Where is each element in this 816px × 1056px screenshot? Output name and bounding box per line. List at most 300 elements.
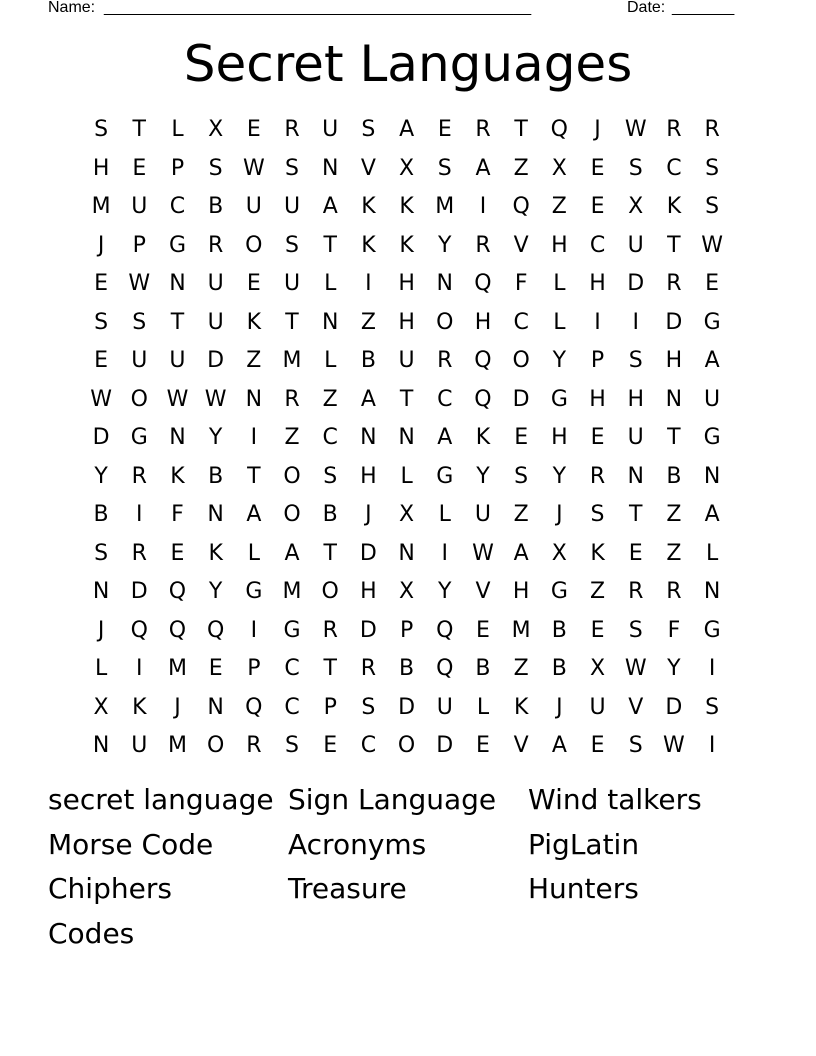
- grid-letter[interactable]: D: [627, 271, 645, 296]
- grid-row: [82, 650, 732, 689]
- grid-letter[interactable]: W: [624, 117, 647, 142]
- grid-letter[interactable]: S: [323, 463, 338, 489]
- grid-letter[interactable]: J: [594, 117, 601, 142]
- grid-letter[interactable]: E: [590, 194, 605, 219]
- grid-letter[interactable]: W: [242, 155, 265, 181]
- grid-letter[interactable]: S: [361, 117, 376, 142]
- grid-letter[interactable]: X: [551, 540, 567, 566]
- grid-letter[interactable]: M: [435, 194, 455, 219]
- grid-letter[interactable]: A: [246, 502, 262, 527]
- grid-letter[interactable]: I: [250, 617, 258, 643]
- grid-letter[interactable]: N: [169, 271, 186, 296]
- grid-letter[interactable]: K: [399, 232, 414, 258]
- grid-letter[interactable]: F: [667, 617, 681, 643]
- grid-letter[interactable]: U: [283, 194, 301, 219]
- grid-letter[interactable]: K: [513, 694, 529, 720]
- word-list-item: Morse Code: [48, 827, 214, 861]
- grid-letter[interactable]: M: [167, 656, 187, 681]
- grid-letter[interactable]: E: [94, 348, 109, 373]
- grid-letter[interactable]: L: [553, 271, 566, 296]
- grid-letter[interactable]: C: [513, 309, 529, 335]
- grid-letter[interactable]: P: [399, 617, 414, 643]
- grid-letter[interactable]: Z: [551, 194, 567, 219]
- grid-letter[interactable]: B: [322, 502, 338, 527]
- grid-letter[interactable]: A: [284, 540, 300, 566]
- grid-letter[interactable]: N: [665, 386, 683, 412]
- grid-letter[interactable]: V: [628, 694, 644, 720]
- grid-letter[interactable]: B: [208, 194, 224, 219]
- grid-letter[interactable]: T: [514, 117, 528, 142]
- grid-letter[interactable]: Q: [474, 271, 492, 296]
- grid-letter[interactable]: G: [703, 309, 721, 335]
- grid-letter[interactable]: Y: [438, 232, 452, 258]
- grid-letter[interactable]: U: [589, 694, 606, 720]
- grid-letter[interactable]: N: [360, 425, 377, 450]
- grid-letter[interactable]: M: [91, 194, 111, 219]
- grid-row: [82, 188, 732, 227]
- grid-row: [82, 227, 732, 266]
- grid-letter[interactable]: O: [130, 386, 148, 412]
- grid-letter[interactable]: Y: [208, 579, 223, 604]
- grid-letter[interactable]: J: [97, 232, 105, 258]
- grid-letter[interactable]: M: [511, 617, 531, 643]
- grid-letter[interactable]: T: [667, 232, 681, 258]
- grid-letter[interactable]: G: [168, 232, 186, 258]
- grid-letter[interactable]: M: [282, 579, 302, 604]
- grid-letter[interactable]: E: [590, 617, 605, 643]
- grid-letter[interactable]: O: [283, 502, 301, 527]
- grid-letter[interactable]: E: [246, 117, 261, 142]
- grid-letter[interactable]: M: [282, 348, 302, 373]
- grid-letter[interactable]: F: [514, 271, 528, 296]
- grid-letter[interactable]: H: [665, 348, 683, 373]
- grid-letter[interactable]: D: [130, 579, 148, 604]
- grid-letter[interactable]: A: [513, 540, 529, 566]
- grid-letter[interactable]: C: [666, 155, 682, 181]
- grid-letter[interactable]: O: [397, 733, 416, 758]
- grid-letter[interactable]: L: [438, 502, 451, 527]
- grid-letter[interactable]: X: [208, 117, 224, 142]
- grid-letter[interactable]: N: [627, 463, 644, 489]
- grid-letter[interactable]: I: [365, 271, 372, 296]
- grid-letter[interactable]: P: [247, 656, 261, 681]
- grid-letter[interactable]: Y: [552, 348, 567, 373]
- grid-letter[interactable]: R: [589, 463, 606, 489]
- grid-letter[interactable]: K: [170, 463, 185, 489]
- grid-letter[interactable]: I: [632, 309, 639, 335]
- grid-letter[interactable]: K: [666, 194, 682, 219]
- grid-letter[interactable]: Z: [360, 309, 376, 335]
- grid-letter[interactable]: D: [665, 694, 683, 720]
- grid-letter[interactable]: G: [245, 579, 263, 604]
- grid-letter[interactable]: R: [666, 579, 682, 604]
- grid-letter[interactable]: O: [206, 733, 225, 758]
- grid-letter[interactable]: Z: [284, 425, 300, 450]
- grid-letter[interactable]: D: [92, 425, 110, 450]
- grid-letter[interactable]: X: [399, 155, 415, 181]
- grid-letter[interactable]: G: [550, 579, 568, 604]
- grid-letter[interactable]: G: [436, 463, 454, 489]
- grid-letter[interactable]: A: [360, 386, 376, 412]
- grid-letter[interactable]: Z: [666, 502, 682, 527]
- grid-letter[interactable]: Y: [476, 463, 490, 489]
- grid-letter[interactable]: Y: [208, 425, 223, 450]
- grid-letter[interactable]: I: [594, 309, 601, 335]
- grid-letter[interactable]: L: [705, 540, 719, 566]
- grid-letter[interactable]: S: [437, 155, 452, 181]
- word-list-item: Codes: [48, 916, 135, 950]
- grid-letter[interactable]: K: [208, 540, 223, 566]
- grid-letter[interactable]: U: [398, 348, 415, 373]
- grid-letter[interactable]: R: [475, 117, 491, 142]
- grid-letter[interactable]: E: [476, 617, 490, 643]
- grid-letter[interactable]: O: [283, 463, 301, 489]
- grid-letter[interactable]: E: [323, 733, 338, 758]
- grid-letter[interactable]: Q: [245, 694, 263, 720]
- grid-letter[interactable]: Q: [512, 194, 530, 219]
- grid-letter[interactable]: S: [628, 155, 643, 181]
- grid-letter[interactable]: I: [441, 540, 449, 566]
- grid-letter[interactable]: N: [207, 694, 224, 720]
- grid-letter[interactable]: R: [360, 656, 377, 681]
- grid-letter[interactable]: E: [590, 733, 605, 758]
- grid-letter[interactable]: R: [666, 271, 682, 296]
- grid-letter[interactable]: S: [208, 155, 223, 181]
- grid-letter[interactable]: K: [132, 694, 147, 720]
- grid-row: [82, 265, 732, 304]
- grid-letter[interactable]: K: [361, 232, 376, 258]
- grid-letter[interactable]: H: [398, 309, 415, 335]
- grid-letter[interactable]: V: [360, 155, 376, 181]
- grid-letter[interactable]: B: [360, 348, 376, 373]
- grid-letter[interactable]: C: [169, 194, 186, 219]
- grid-letter[interactable]: Q: [168, 579, 187, 604]
- grid-letter[interactable]: D: [359, 617, 377, 643]
- grid-letter[interactable]: G: [703, 425, 721, 450]
- grid-letter[interactable]: O: [436, 309, 454, 335]
- grid-letter[interactable]: H: [92, 155, 110, 181]
- grid-letter[interactable]: Q: [206, 617, 225, 643]
- grid-letter[interactable]: K: [399, 194, 414, 219]
- grid-letter[interactable]: T: [132, 117, 146, 142]
- grid-letter[interactable]: F: [171, 502, 184, 527]
- grid-letter[interactable]: A: [475, 155, 491, 181]
- grid-letter[interactable]: S: [628, 348, 643, 373]
- grid-letter[interactable]: H: [551, 232, 568, 258]
- grid-letter[interactable]: E: [437, 117, 452, 142]
- grid-letter[interactable]: U: [131, 348, 148, 373]
- grid-letter[interactable]: H: [360, 579, 377, 604]
- grid-letter[interactable]: R: [475, 232, 491, 258]
- grid-letter[interactable]: U: [207, 309, 224, 335]
- grid-letter[interactable]: R: [284, 386, 300, 412]
- grid-letter[interactable]: W: [472, 540, 494, 566]
- grid-letter[interactable]: K: [246, 309, 262, 335]
- grid-letter[interactable]: R: [322, 617, 338, 643]
- grid-letter[interactable]: W: [90, 386, 112, 412]
- grid-letter[interactable]: I: [708, 656, 716, 681]
- grid-letter[interactable]: H: [589, 271, 606, 296]
- grid-letter[interactable]: O: [245, 232, 263, 258]
- grid-letter[interactable]: B: [399, 656, 415, 681]
- grid-letter[interactable]: R: [131, 540, 147, 566]
- grid-letter[interactable]: Z: [666, 540, 682, 566]
- grid-letter[interactable]: U: [474, 502, 492, 527]
- grid-letter[interactable]: T: [323, 540, 337, 566]
- grid-letter[interactable]: N: [321, 155, 339, 181]
- grid-letter[interactable]: H: [551, 425, 568, 450]
- grid-letter[interactable]: N: [436, 271, 454, 296]
- grid-letter[interactable]: B: [475, 656, 491, 681]
- grid-letter[interactable]: B: [666, 463, 682, 489]
- grid-letter[interactable]: E: [476, 733, 490, 758]
- grid-letter[interactable]: H: [589, 386, 606, 412]
- grid-letter[interactable]: T: [247, 463, 261, 489]
- grid-letter[interactable]: S: [94, 117, 109, 142]
- grid-letter[interactable]: I: [250, 425, 258, 450]
- grid-letter[interactable]: E: [94, 271, 109, 296]
- grid-letter[interactable]: O: [512, 348, 530, 373]
- grid-letter[interactable]: L: [400, 463, 413, 489]
- grid-letter[interactable]: X: [399, 579, 415, 604]
- grid-row: [82, 150, 732, 189]
- grid-letter[interactable]: E: [170, 540, 185, 566]
- grid-letter[interactable]: Z: [246, 348, 262, 373]
- grid-letter[interactable]: U: [207, 271, 224, 296]
- grid-letter[interactable]: G: [283, 617, 301, 643]
- grid-letter[interactable]: H: [360, 463, 377, 489]
- grid-row: [82, 111, 732, 150]
- grid-letter[interactable]: C: [284, 656, 300, 681]
- grid-letter[interactable]: P: [590, 348, 605, 373]
- grid-letter[interactable]: S: [514, 463, 529, 489]
- grid-letter[interactable]: I: [136, 502, 143, 527]
- grid-letter[interactable]: K: [590, 540, 605, 566]
- grid-letter[interactable]: A: [399, 117, 415, 142]
- grid-letter[interactable]: D: [665, 309, 683, 335]
- grid-letter[interactable]: B: [551, 656, 567, 681]
- grid-letter[interactable]: E: [628, 540, 643, 566]
- grid-letter[interactable]: D: [207, 348, 225, 373]
- grid-letter[interactable]: S: [705, 194, 720, 219]
- grid-letter[interactable]: D: [398, 694, 416, 720]
- grid-letter[interactable]: A: [704, 502, 720, 527]
- grid-letter[interactable]: S: [285, 155, 300, 181]
- grid-letter[interactable]: L: [324, 348, 337, 373]
- grid-letter[interactable]: W: [701, 232, 723, 258]
- grid-letter[interactable]: V: [513, 232, 529, 258]
- grid-letter[interactable]: U: [131, 733, 148, 758]
- grid-letter[interactable]: N: [245, 386, 263, 412]
- grid-letter[interactable]: M: [167, 733, 187, 758]
- grid-letter[interactable]: U: [704, 386, 721, 412]
- grid-letter[interactable]: S: [94, 540, 109, 566]
- grid-letter[interactable]: D: [359, 540, 377, 566]
- grid-letter[interactable]: D: [436, 733, 454, 758]
- grid-letter[interactable]: Q: [436, 617, 454, 643]
- grid-letter[interactable]: S: [705, 155, 720, 181]
- grid-letter[interactable]: P: [170, 155, 185, 181]
- grid-letter[interactable]: T: [399, 386, 414, 412]
- grid-letter[interactable]: H: [627, 386, 644, 412]
- grid-letter[interactable]: E: [590, 155, 605, 181]
- grid-letter[interactable]: E: [590, 425, 605, 450]
- grid-letter[interactable]: Z: [322, 386, 338, 412]
- grid-letter[interactable]: E: [246, 271, 261, 296]
- grid-letter[interactable]: J: [556, 502, 563, 527]
- grid-letter[interactable]: K: [475, 425, 491, 450]
- grid-letter[interactable]: X: [399, 502, 415, 527]
- grid-letter[interactable]: R: [131, 463, 147, 489]
- grid-letter[interactable]: E: [208, 656, 223, 681]
- grid-letter[interactable]: O: [321, 579, 339, 604]
- grid-letter[interactable]: Z: [513, 656, 529, 681]
- grid-letter[interactable]: T: [323, 656, 337, 681]
- grid-letter[interactable]: U: [283, 271, 301, 296]
- grid-letter[interactable]: N: [398, 425, 415, 450]
- grid-letter[interactable]: Q: [474, 386, 492, 412]
- date-line[interactable]: _______: [672, 0, 735, 16]
- grid-letter[interactable]: T: [170, 309, 185, 335]
- grid-letter[interactable]: A: [437, 425, 453, 450]
- grid-letter[interactable]: W: [624, 656, 647, 681]
- grid-letter[interactable]: W: [128, 271, 151, 296]
- grid-letter[interactable]: A: [322, 194, 338, 219]
- grid-letter[interactable]: L: [324, 271, 337, 296]
- grid-letter[interactable]: U: [627, 425, 644, 450]
- grid-letter[interactable]: N: [92, 579, 110, 604]
- grid-letter[interactable]: I: [136, 656, 143, 681]
- grid-letter[interactable]: V: [513, 733, 529, 758]
- grid-letter[interactable]: Y: [552, 463, 567, 489]
- grid-letter[interactable]: Q: [550, 117, 568, 142]
- grid-letter[interactable]: J: [97, 617, 105, 643]
- grid-letter[interactable]: H: [512, 579, 530, 604]
- grid-letter[interactable]: L: [553, 309, 566, 335]
- grid-letter[interactable]: Y: [667, 656, 681, 681]
- grid-letter[interactable]: R: [704, 117, 720, 142]
- grid-letter[interactable]: Z: [513, 155, 529, 181]
- grid-letter[interactable]: C: [589, 232, 606, 258]
- grid-letter[interactable]: W: [663, 733, 685, 758]
- grid-letter[interactable]: C: [360, 733, 377, 758]
- grid-letter[interactable]: I: [479, 194, 487, 219]
- grid-letter[interactable]: G: [703, 617, 721, 643]
- grid-letter[interactable]: X: [589, 656, 606, 681]
- grid-letter[interactable]: Z: [589, 579, 606, 604]
- grid-letter[interactable]: U: [436, 694, 453, 720]
- grid-letter[interactable]: J: [365, 502, 372, 527]
- grid-letter[interactable]: L: [94, 656, 108, 681]
- grid-letter[interactable]: H: [398, 271, 415, 296]
- grid-letter[interactable]: B: [93, 502, 109, 527]
- grid-letter[interactable]: E: [705, 271, 720, 296]
- grid-letter[interactable]: S: [628, 617, 643, 643]
- grid-letter[interactable]: R: [208, 232, 224, 258]
- grid-letter[interactable]: P: [132, 232, 146, 258]
- grid-letter[interactable]: B: [551, 617, 567, 643]
- grid-letter[interactable]: Z: [513, 502, 529, 527]
- grid-letter[interactable]: Y: [94, 463, 108, 489]
- grid-letter[interactable]: Q: [130, 617, 148, 643]
- grid-letter[interactable]: G: [130, 425, 148, 450]
- grid-letter[interactable]: T: [323, 232, 337, 258]
- name-line[interactable]: ________________________________________________: [104, 0, 532, 16]
- grid-letter[interactable]: C: [322, 425, 338, 450]
- grid-letter[interactable]: R: [666, 117, 682, 142]
- grid-letter[interactable]: K: [361, 194, 376, 219]
- grid-letter[interactable]: N: [92, 733, 110, 758]
- grid-letter[interactable]: B: [208, 463, 224, 489]
- grid-letter[interactable]: Q: [168, 617, 187, 643]
- grid-letter[interactable]: N: [169, 425, 186, 450]
- grid-letter[interactable]: V: [475, 579, 491, 604]
- grid-letter[interactable]: C: [284, 694, 300, 720]
- grid-letter[interactable]: U: [131, 194, 148, 219]
- grid-letter[interactable]: L: [247, 540, 260, 566]
- grid-letter[interactable]: R: [437, 348, 453, 373]
- grid-letter[interactable]: S: [705, 694, 720, 720]
- grid-letter[interactable]: J: [556, 694, 563, 720]
- grid-letter[interactable]: N: [703, 463, 721, 489]
- grid-letter[interactable]: C: [437, 386, 453, 412]
- grid-letter[interactable]: J: [174, 694, 181, 720]
- grid-letter[interactable]: S: [590, 502, 605, 527]
- grid-letter[interactable]: G: [550, 386, 568, 412]
- grid-letter[interactable]: T: [667, 425, 681, 450]
- grid-letter[interactable]: A: [704, 348, 720, 373]
- grid-letter[interactable]: Q: [436, 656, 454, 681]
- grid-letter[interactable]: U: [169, 348, 186, 373]
- grid-letter[interactable]: X: [93, 694, 109, 720]
- grid-letter[interactable]: R: [246, 733, 262, 758]
- grid-letter[interactable]: T: [285, 309, 299, 335]
- grid-letter[interactable]: S: [285, 733, 300, 758]
- grid-letter[interactable]: L: [171, 117, 184, 142]
- grid-letter[interactable]: A: [551, 733, 567, 758]
- grid-letter[interactable]: U: [627, 232, 644, 258]
- grid-letter[interactable]: L: [476, 694, 490, 720]
- grid-letter[interactable]: H: [474, 309, 492, 335]
- grid-letter[interactable]: N: [207, 502, 224, 527]
- grid-letter[interactable]: U: [322, 117, 339, 142]
- grid-letter[interactable]: S: [285, 232, 300, 258]
- grid-letter[interactable]: N: [703, 579, 721, 604]
- grid-letter[interactable]: P: [323, 694, 337, 720]
- grid-letter[interactable]: E: [132, 155, 147, 181]
- grid-letter[interactable]: S: [132, 309, 147, 335]
- grid-letter[interactable]: E: [514, 425, 529, 450]
- grid-letter[interactable]: Q: [474, 348, 492, 373]
- grid-letter[interactable]: N: [398, 540, 415, 566]
- grid-letter[interactable]: X: [551, 155, 567, 181]
- grid-letter[interactable]: I: [708, 733, 716, 758]
- grid-letter[interactable]: T: [628, 502, 643, 527]
- grid-letter[interactable]: N: [321, 309, 339, 335]
- grid-letter[interactable]: D: [512, 386, 530, 412]
- grid-letter[interactable]: U: [245, 194, 262, 219]
- grid-letter[interactable]: R: [628, 579, 644, 604]
- grid-letter[interactable]: Y: [438, 579, 452, 604]
- grid-letter[interactable]: S: [94, 309, 109, 335]
- grid-letter[interactable]: R: [284, 117, 300, 142]
- grid-letter[interactable]: W: [166, 386, 189, 412]
- grid-letter[interactable]: S: [361, 694, 376, 720]
- grid-letter[interactable]: S: [628, 733, 643, 758]
- grid-letter[interactable]: W: [204, 386, 227, 412]
- grid-row: [82, 419, 732, 458]
- grid-letter[interactable]: X: [628, 194, 644, 219]
